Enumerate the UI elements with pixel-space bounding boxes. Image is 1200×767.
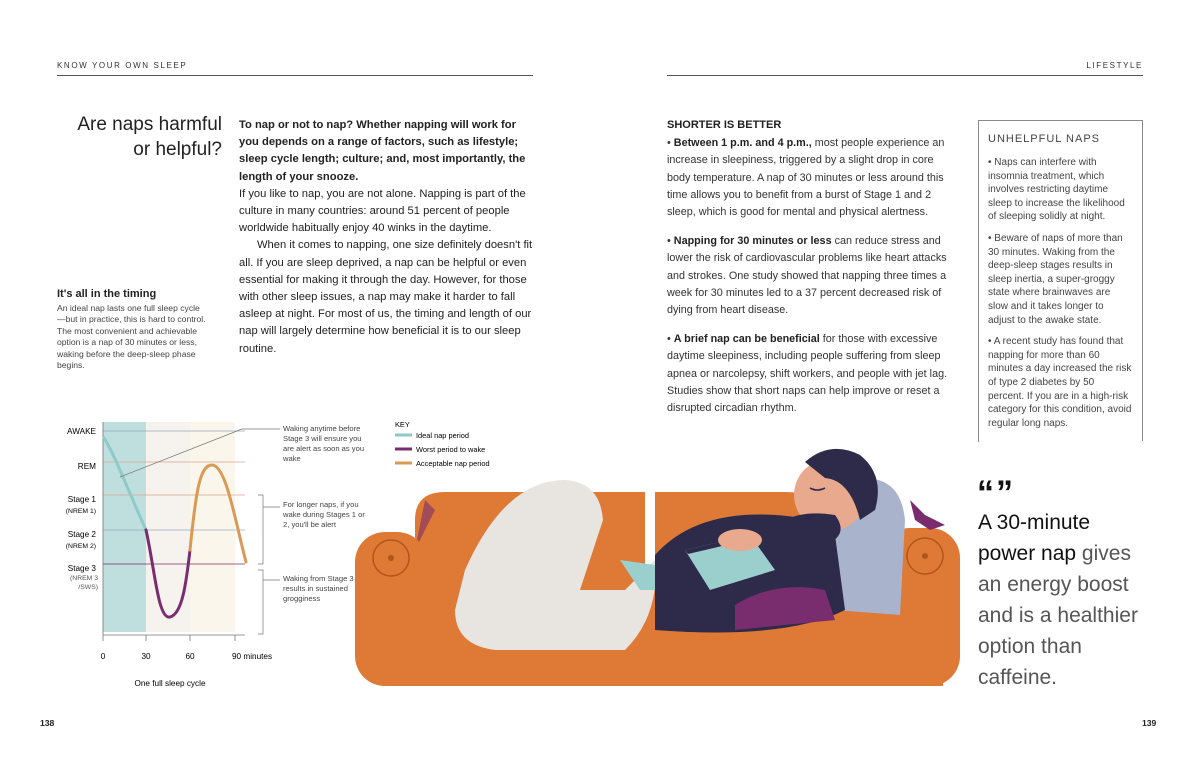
x-tick-label-0: 0 — [100, 652, 106, 661]
title-line-2: or helpful? — [133, 139, 222, 160]
box-bullet-1-text: Naps can interfere with insomnia treatment, which involves restricting daytime sleep to increase the likelihood of sleeping solidly at night. — [988, 157, 1125, 223]
bullet-2-text: can reduce stress and lower the risk of cardiovascular problems like heart attacks and strokes. One study showed that napping three times a week for 30 minutes led to a 37 percent decreased risk of dying from heart disease. — [667, 235, 947, 317]
shorter-is-better — [667, 117, 957, 429]
bullet-3-lead: A brief nap can be beneficial — [673, 333, 820, 346]
x-tick-label-30: 30 — [141, 652, 151, 661]
annotation-1: Waking anytime before Stage 3 will ensure you are alert as soon as you wake — [283, 424, 365, 463]
box-bullet-3: • A recent study has found that napping for more than 60 minutes a day increased the risk of type 2 diabetes by 50 percent. If you are in a high-risk category for this condition, avoid regular long naps. — [988, 336, 1132, 429]
annotation-3: Waking from Stage 3 results in sustained grogginess — [283, 574, 354, 603]
annotation-bracket-3 — [258, 570, 280, 634]
annotation-2-wrap — [283, 500, 365, 550]
y-sub-stage2: (NREM 2) — [65, 543, 96, 550]
bullet-3-text: for those with excessive daytime sleepiness, including people suffering from sleep apnea or narcolepsy, shift workers, and people with jet lag. Studies show that short naps can help improve or reset a disrupted circadian rhythm. — [667, 333, 948, 415]
y-sub-stage3: (NREM 3 /SWS) — [70, 575, 98, 591]
annotation-1-wrap — [283, 424, 365, 484]
hand — [718, 529, 762, 551]
header-rule-right — [667, 75, 1143, 76]
key-label-acceptable: Acceptable nap period — [416, 459, 490, 468]
arm-left-ornament-center — [388, 555, 394, 561]
box-bullet-2: • Beware of naps of more than 30 minutes. Waking from the deep-sleep stages results in sleep inertia, a super-groggy state where brainwaves are slow and it takes longer to adjust to the awake state. — [988, 232, 1123, 326]
intro-paragraph-3: When it comes to napping, one size definitely doesn't fit all. If you are sleep deprived, a nap can be helpful or even essential for making it through the day. However, for those with other sleep issues, a nap may make it harder to fall asleep at night. For most of us, the timing and length of our nap will largely determine how beneficial it is to our sleep routine. — [239, 239, 533, 355]
intro-bold: To nap or not to nap? Whether napping will work for you depends on a range of factors, such as lifestyle; sleep cycle length; culture; and, most importantly, the length of your snooze. — [239, 119, 526, 183]
y-label-stage2: Stage 2 — [67, 530, 96, 539]
section-heading: SHORTER IS BETTER — [667, 119, 782, 131]
running-head-right: LIFESTYLE — [1086, 61, 1143, 70]
ideal-region — [103, 422, 146, 632]
sidebar-text: An ideal nap lasts one full sleep cycle—but in practice, this is hard to control. The most convenient and achievable option is a nap of 30 minutes or less, waking before the deep-sleep phase begins. — [57, 303, 206, 371]
bullet-1-text: most people experience an increase in sleepiness, triggered by a slight drop in core body temperature. A nap of 30 minutes or less around this time allows you to benefit from a burst of Stage 1 and 2 sleep, which is good for mental and physical alertness. — [667, 137, 945, 219]
quote-mark: “” — [977, 474, 1015, 512]
acceptable-region — [190, 422, 235, 632]
key-label-ideal: Ideal nap period — [416, 431, 470, 440]
box-left-rule — [978, 121, 979, 442]
box-title: UNHELPFUL NAPS — [988, 133, 1101, 145]
y-label-awake: AWAKE — [67, 427, 96, 436]
annotation-bracket-2 — [258, 495, 280, 564]
intro-text — [239, 117, 535, 358]
pillow-tassel — [910, 500, 945, 530]
key-label-worst: Worst period to wake — [416, 445, 486, 454]
bullet-2: • Napping for 30 minutes or less can reduce stress and lower the risk of cardiovascular problems like heart attacks and strokes. One study showed that napping three times a week for 30 minutes led to a 37 percent decreased risk of dying from heart disease. — [667, 235, 947, 317]
box-bullet-1: • Naps can interfere with insomnia treatment, which involves restricting daytime sleep to increase the likelihood of sleeping solidly at night. — [988, 157, 1125, 223]
box-content — [978, 121, 1142, 430]
x-tick-label-60: 60 — [185, 652, 195, 661]
box-bullet-2-text: Beware of naps of more than 30 minutes. Waking from the deep-sleep stages results in sleep inertia, a super-groggy state where brainwaves are slow and it takes longer to adjust to the awake state. — [988, 232, 1123, 326]
intro-paragraph-2: If you like to nap, you are not alone. Napping is part of the culture in many countries: around 51 percent of people worldwide habitually enjoy 40 winks in the daytime. — [239, 187, 526, 235]
sidebar-heading: It's all in the timing — [57, 288, 157, 300]
bullet-1-lead: Between 1 p.m. and 4 p.m., — [673, 137, 812, 150]
annotation-2: For longer naps, if you wake during Stages 1 or 2, you'll be alert — [283, 500, 365, 529]
box-bullet-3-text: A recent study has found that napping for more than 60 minutes a day increased the risk of type 2 diabetes by 50 percent. If you are in a high-risk category for this condition, avoid regular long naps. — [988, 336, 1132, 429]
annotation-3-wrap — [283, 574, 365, 624]
running-head-left: KNOW YOUR OWN SLEEP — [57, 61, 188, 70]
page-title — [40, 112, 222, 162]
y-label-stage3: Stage 3 — [67, 564, 96, 573]
x-tick-label-90: 90 minutes — [232, 652, 273, 661]
pull-quote — [978, 507, 1148, 693]
y-label-stage1: Stage 1 — [67, 495, 96, 504]
timing-sidebar — [57, 288, 207, 371]
bullet-2-lead: Napping for 30 minutes or less — [673, 235, 832, 248]
arm-right-ornament-center — [922, 553, 928, 559]
x-axis-title: One full sleep cycle — [134, 679, 206, 688]
y-label-rem: REM — [77, 462, 96, 471]
title-line-1: Are naps harmful — [77, 114, 222, 135]
bullet-3: • A brief nap can be beneficial for those with excessive daytime sleepiness, including people suffering from sleep apnea or narcolepsy, shift workers, and people with jet lag. Studies show that short naps can help improve or reset a disrupted circadian rhythm. — [667, 333, 948, 415]
page-number-right: 139 — [1142, 718, 1157, 728]
y-sub-stage3-wrap — [58, 574, 98, 604]
y-sub-stage1: (NREM 1) — [65, 508, 96, 515]
napping-illustration — [355, 440, 960, 690]
box-bullets — [988, 156, 1132, 430]
unhelpful-naps-box — [978, 120, 1143, 441]
page-number-left: 138 — [40, 718, 55, 728]
key-title: KEY — [395, 420, 410, 429]
bullet-1: • Between 1 p.m. and 4 p.m., most people experience an increase in sleepiness, triggered by a slight drop in core body temperature. A nap of 30 minutes or less around this time allows you to benefit from a burst of Stage 1 and 2 sleep, which is good for mental and physical alertness. — [667, 137, 945, 219]
header-rule-left — [57, 75, 533, 76]
pull-quote-rest: gives an energy boost and is a healthier option than caffeine. — [978, 542, 1138, 689]
pull-quote-bold: A 30-minute power nap — [978, 511, 1091, 565]
worst-region — [146, 422, 190, 632]
